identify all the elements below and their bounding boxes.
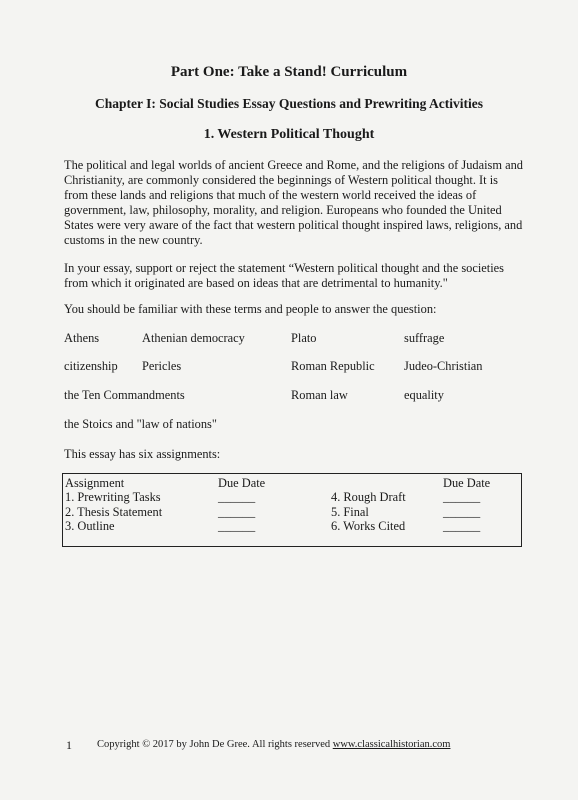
term: the Stoics and "law of nations"	[64, 417, 217, 431]
copyright-text: Copyright © 2017 by John De Gree. All rights reserved	[97, 739, 333, 750]
term: Pericles	[142, 359, 182, 373]
terms-intro-paragraph: You should be familiar with these terms and people to answer the question:	[64, 302, 437, 316]
due-date-blank: ______	[218, 519, 256, 533]
assignment-item: 1. Prewriting Tasks	[65, 490, 161, 504]
assignment-item: 4. Rough Draft	[331, 490, 406, 504]
term: citizenship	[64, 359, 118, 373]
term: equality	[404, 388, 444, 402]
assignments-intro: This essay has six assignments:	[64, 447, 221, 461]
term: Roman Republic	[291, 359, 375, 373]
page-title: Part One: Take a Stand! Curriculum	[170, 64, 408, 80]
column-header-due-date: Due Date	[218, 476, 266, 490]
term: the Ten Commandments	[64, 388, 185, 402]
term: Athens	[64, 331, 100, 345]
term: Judeo-Christian	[404, 359, 483, 373]
due-date-blank: ______	[443, 519, 481, 533]
term: Plato	[291, 331, 317, 345]
chapter-heading: Chapter I: Social Studies Essay Questions and Prewriting Activities	[94, 96, 484, 111]
assignment-item: 6. Works Cited	[331, 519, 406, 533]
term: Roman law	[291, 388, 348, 402]
due-date-blank: ______	[443, 505, 481, 519]
due-date-blank: ______	[218, 490, 256, 504]
assignments-table	[62, 473, 522, 547]
intro-paragraph: The political and legal worlds of ancient Greece and Rome, and the religions of Judaism and Christianity, are commonly considered the beginnings of Western political thought. It is from these lands and religions that much of the western world received the ideas of government, law, philosophy, morality, and religion. Europeans who founded the United States were very aware of the fact that western political thought inspired laws, religions, and customs in the new country.	[64, 158, 523, 247]
column-header-due-date: Due Date	[443, 476, 491, 490]
page-number: 1	[66, 738, 72, 752]
assignment-item: 2. Thesis Statement	[65, 505, 163, 519]
section-heading: 1. Western Political Thought	[203, 127, 375, 142]
essay-prompt-paragraph: In your essay, support or reject the statement “Western political thought and the societies from which it originated are based on ideas that are detrimental to humanity."	[64, 261, 504, 290]
column-header-assignment: Assignment	[65, 476, 125, 490]
term: Athenian democracy	[142, 331, 245, 345]
assignment-item: 5. Final	[331, 505, 369, 519]
due-date-blank: ______	[443, 490, 481, 504]
assignment-item: 3. Outline	[65, 519, 115, 533]
footer-copyright	[97, 739, 450, 750]
term: suffrage	[404, 331, 445, 345]
website-link[interactable]: www.classicalhistorian.com	[332, 739, 451, 750]
due-date-blank: ______	[218, 505, 256, 519]
